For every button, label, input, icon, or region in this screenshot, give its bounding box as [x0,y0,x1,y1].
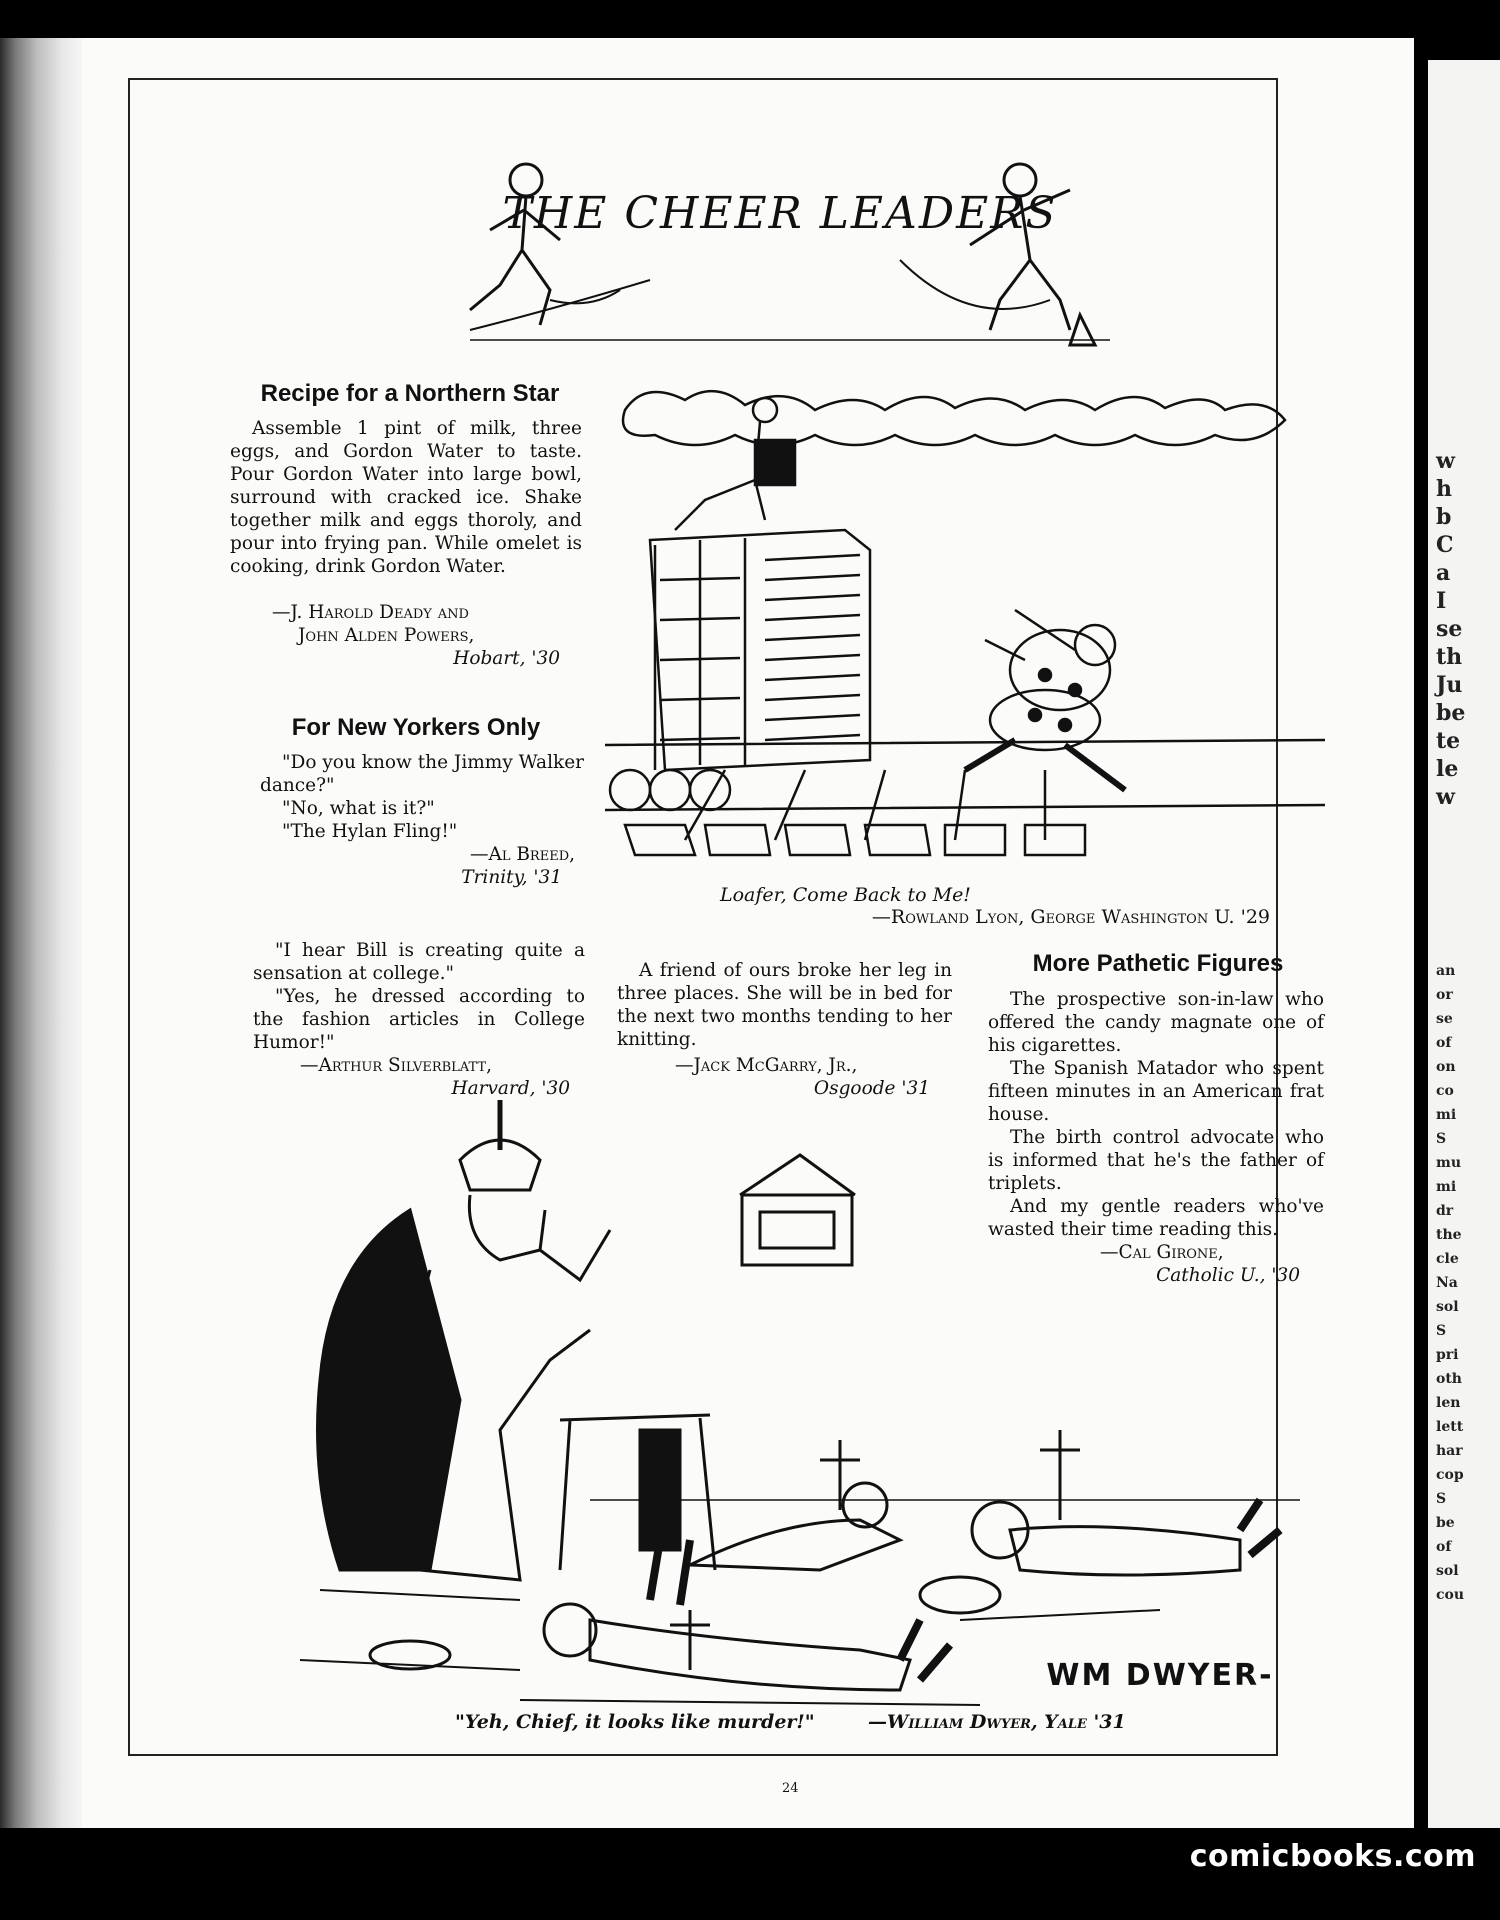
pathetic-school: Catholic U., '30 [1156,1265,1300,1286]
friend-author: —Jack McGarry, Jr., [675,1055,858,1076]
bill-line-1: "I hear Bill is creating quite a sensation at college." [253,940,585,984]
banner-title: THE CHEER LEADERS [502,188,1058,239]
murder-caption: "Yeh, Chief, it looks like murder!" [455,1711,815,1733]
next-page-fragment-text: th [1436,644,1463,670]
next-page-fragment-text: of [1436,1035,1452,1051]
next-page-fragment-text: or [1436,987,1453,1003]
recipe-author-1: —J. Harold Deady and [272,602,469,623]
next-page-fragment-text: le [1436,756,1459,782]
next-page-fragment-text: har [1436,1443,1463,1459]
bill-author: —Arthur Silverblatt, [300,1055,492,1076]
next-page-fragment-text: se [1436,616,1463,642]
next-page-fragment-text: be [1436,1515,1455,1531]
pathetic-title: More Pathetic Figures [1032,950,1284,977]
next-page-fragment-text: oth [1436,1371,1462,1387]
next-page-fragment-text: Ju [1436,672,1463,698]
newyorkers-school: Trinity, '31 [461,867,562,888]
next-page-fragment-text: cop [1436,1467,1464,1483]
watermark-logo: comicbooks.com [1189,1839,1476,1874]
bill-school: Harvard, '30 [451,1078,570,1099]
pathetic-p4: And my gentle readers who've wasted their time reading this. [988,1196,1324,1240]
pathetic-p3: The birth control advocate who is informed that he's the father of triplets. [988,1127,1324,1194]
pathetic-author: —Cal Girone, [1100,1242,1224,1263]
book-spine-edge [0,38,82,1828]
train-caption: Loafer, Come Back to Me! [720,884,971,906]
next-page-fragment-text: dr [1436,1203,1454,1219]
next-page-fragment-text: w [1436,784,1455,810]
newyorkers-line-2: "No, what is it?" [282,798,435,819]
recipe-title: Recipe for a Northern Star [260,380,560,407]
next-page-fragment-text: pri [1436,1347,1459,1363]
recipe-body: Assemble 1 pint of milk, three eggs, and Gordon Water to taste. Pour Gordon Water into large bowl, surround with cracked ice. Shake together milk and eggs thoroly, and pour into frying pan. While omelet is cooking, drink Gordon Water. [230,418,582,577]
pathetic-p1: The prospective son-in-law who offered the candy magnate one of his cigarettes. [988,989,1324,1056]
pathetic-p2: The Spanish Matador who spent fifteen minutes in an American frat house. [988,1058,1324,1125]
next-page-fragment-text: sol [1436,1299,1459,1315]
page-number: 24 [782,1781,799,1796]
newyorkers-line-1: "Do you know the Jimmy Walker dance?" [260,752,585,796]
cheer-leaders-banner [430,150,1130,340]
train-cartoon-illustration [605,380,1325,860]
next-page-fragment-text: C [1436,532,1454,558]
next-page-fragment-text: the [1436,1227,1462,1243]
next-page-fragment-text: cou [1436,1587,1465,1603]
next-page-fragment-text: S [1436,1491,1447,1507]
next-page-fragment-text: I [1436,588,1447,614]
recipe-school: Hobart, '30 [453,648,560,669]
next-page-fragment-text: co [1436,1083,1454,1099]
next-page-fragment-text: mu [1436,1155,1461,1171]
murder-credit: —William Dwyer, Yale '31 [868,1711,1126,1733]
next-page-fragment-text: te [1436,728,1461,754]
next-page-fragment-text: mi [1436,1107,1457,1123]
next-page-fragment-text: of [1436,1539,1452,1555]
next-page-fragment-text: on [1436,1059,1456,1075]
murder-cartoon-illustration [260,1100,1320,1730]
cartoon-signature: WM DWYER- [1046,1658,1274,1693]
next-page-fragment-text: cle [1436,1251,1459,1267]
next-page-fragment-text: len [1436,1395,1461,1411]
newyorkers-author: —Al Breed, [469,844,575,865]
next-page-fragment-text: lett [1436,1419,1464,1435]
next-page-fragment-text: an [1436,963,1456,979]
next-page-fragment-text: h [1436,476,1452,502]
next-page-fragment-text: sol [1436,1563,1459,1579]
next-page-fragment-text: se [1436,1011,1453,1027]
next-page-fragment-text: be [1436,700,1466,726]
bill-line-2: "Yes, he dressed according to the fashion articles in College Humor!" [253,986,585,1053]
newyorkers-title: For New Yorkers Only [291,714,541,741]
newyorkers-line-3: "The Hylan Fling!" [282,821,458,842]
next-page-fragment-text: w [1436,448,1455,474]
train-credit: —Rowland Lyon, George Washington U. '29 [871,906,1270,928]
next-page-fragment [1428,60,1500,1828]
next-page-fragment-text: b [1436,504,1452,530]
next-page-fragment-text: a [1436,560,1451,586]
next-page-fragment-text: mi [1436,1179,1457,1195]
next-page-fragment-text: S [1436,1323,1447,1339]
friend-school: Osgoode '31 [813,1078,930,1099]
next-page-fragment-text: S [1436,1131,1447,1147]
recipe-author-2: John Alden Powers, [298,625,475,646]
friend-body: A friend of ours broke her leg in three places. She will be in bed for the next two months tending to her knitting. [617,960,952,1050]
next-page-fragment-text: Na [1436,1275,1458,1291]
